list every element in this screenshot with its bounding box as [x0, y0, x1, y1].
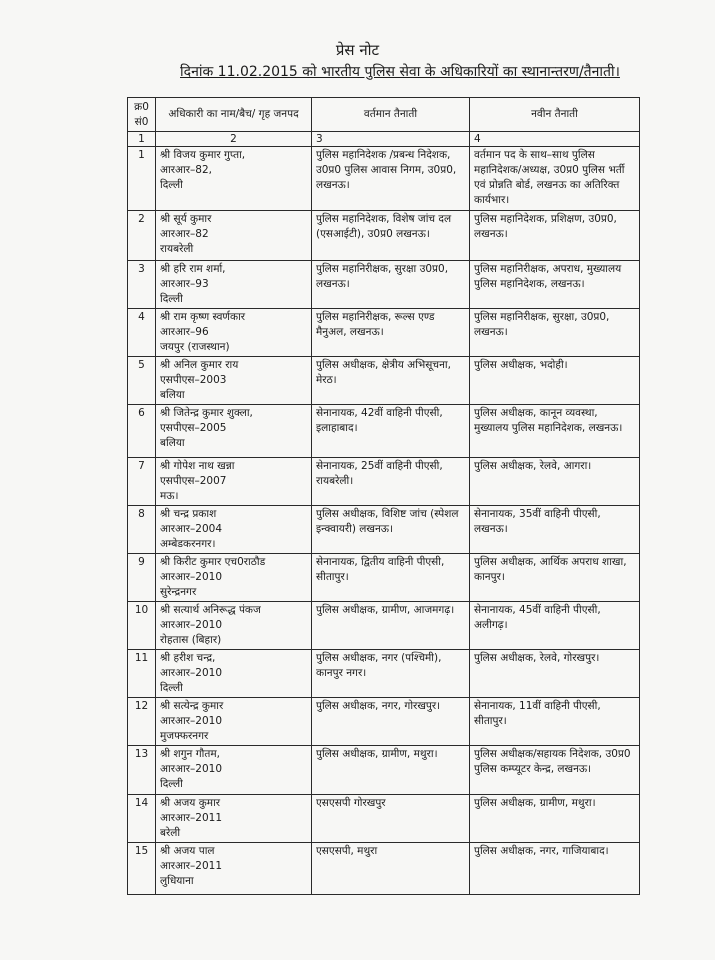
- new-posting: पुलिस महानिरीक्षक, सुरक्षा, उ0प्र0, लखनऊ।: [470, 309, 640, 357]
- officer-home-district: रायबरेली: [160, 243, 194, 255]
- officer-name: श्री सूर्य कुमार: [160, 213, 212, 225]
- serial-number: 6: [128, 405, 156, 458]
- officer-batch: आरआर–2010: [160, 619, 223, 631]
- officer-cell: [156, 650, 312, 698]
- officer-cell: [156, 458, 312, 506]
- officer-cell: [156, 211, 312, 261]
- column-number: 3: [312, 132, 470, 147]
- officer-home-district: लुधियाना: [160, 875, 194, 887]
- officer-name: श्री विजय कुमार गुप्ता,: [160, 149, 246, 161]
- current-posting: पुलिस महानिरीक्षक, सुरक्षा उ0प्र0, लखनऊ।: [312, 261, 470, 309]
- officer-name: श्री शगुन गौतम,: [160, 748, 220, 760]
- officer-cell: [156, 795, 312, 843]
- new-posting: पुलिस अधीक्षक, आर्थिक अपराध शाखा, कानपुर।: [470, 554, 640, 602]
- transfer-table: [127, 97, 640, 895]
- new-posting: सेनानायक, 35वीं वाहिनी पीएसी, लखनऊ।: [470, 506, 640, 554]
- current-posting: सेनानायक, 25वीं वाहिनी पीएसी, रायबरेली।: [312, 458, 470, 506]
- officer-batch: आरआर–2010: [160, 571, 223, 583]
- officer-cell: [156, 602, 312, 650]
- current-posting: पुलिस महानिदेशक, विशेष जांच दल (एसआईटी), उ0प्र0 लखनऊ।: [312, 211, 470, 261]
- table-row: [128, 795, 640, 843]
- officer-cell: [156, 261, 312, 309]
- current-posting: एसएसपी गोरखपुर: [312, 795, 470, 843]
- new-posting: पुलिस अधीक्षक, रेलवे, आगरा।: [470, 458, 640, 506]
- officer-name: श्री अनिल कुमार राय: [160, 359, 239, 371]
- table-row: [128, 746, 640, 795]
- officer-home-district: बरेली: [160, 827, 181, 839]
- officer-name: श्री हरि राम शर्मा,: [160, 263, 226, 275]
- table-header-row: [128, 98, 640, 132]
- officer-batch: आरआर–2011: [160, 812, 223, 824]
- new-posting: सेनानायक, 11वीं वाहिनी पीएसी, सीतापुर।: [470, 698, 640, 746]
- current-posting: पुलिस महानिरीक्षक, रूल्स एण्ड मैनुअल, लखनऊ।: [312, 309, 470, 357]
- new-posting: सेनानायक, 45वीं वाहिनी पीएसी, अलीगढ़।: [470, 602, 640, 650]
- serial-number: 4: [128, 309, 156, 357]
- officer-name: श्री जितेन्द्र कुमार शुक्ला,: [160, 407, 253, 419]
- new-posting: पुलिस अधीक्षक, रेलवे, गोरखपुर।: [470, 650, 640, 698]
- officer-cell: [156, 746, 312, 795]
- new-posting: पुलिस अधीक्षक, ग्रामीण, मथुरा।: [470, 795, 640, 843]
- officer-name: श्री सत्येन्द्र कुमार: [160, 700, 224, 712]
- table-row: [128, 261, 640, 309]
- table-row: [128, 554, 640, 602]
- officer-home-district: मुजफ्फरनगर: [160, 730, 209, 742]
- column-header-sn: क्र0 सं0: [128, 98, 156, 132]
- officer-batch: एसपीएस–2007: [160, 475, 227, 487]
- table-row: [128, 650, 640, 698]
- column-number: 2: [156, 132, 312, 147]
- current-posting: सेनानायक, 42वीं वाहिनी पीएसी, इलाहाबाद।: [312, 405, 470, 458]
- serial-number: 10: [128, 602, 156, 650]
- officer-cell: [156, 554, 312, 602]
- table-row: [128, 506, 640, 554]
- officer-home-district: अम्बेडकरनगर।: [160, 538, 216, 550]
- officer-cell: [156, 309, 312, 357]
- officer-name: श्री हरीश चन्द्र,: [160, 652, 216, 664]
- new-posting: पुलिस महानिरीक्षक, अपराध, मुख्यालय पुलिस महानिदेशक, लखनऊ।: [470, 261, 640, 309]
- new-posting: पुलिस अधीक्षक/सहायक निदेशक, उ0प्र0 पुलिस कम्प्यूटर केन्द्र, लखनऊ।: [470, 746, 640, 795]
- officer-batch: आरआर–2004: [160, 523, 223, 535]
- table-row: [128, 147, 640, 211]
- current-posting: एसएसपी, मथुरा: [312, 843, 470, 895]
- table-row: [128, 602, 640, 650]
- officer-batch: आरआर–2010: [160, 763, 223, 775]
- officer-home-district: दिल्ली: [160, 682, 183, 694]
- officer-home-district: दिल्ली: [160, 778, 183, 790]
- table-row: [128, 843, 640, 895]
- officer-cell: [156, 405, 312, 458]
- current-posting: पुलिस अधीक्षक, क्षेत्रीय अभिसूचना, मेरठ।: [312, 357, 470, 405]
- table-row: [128, 357, 640, 405]
- new-posting: वर्तमान पद के साथ–साथ पुलिस महानिदेशक/अध्यक्ष, उ0प्र0 पुलिस भर्ती एवं प्रोन्नति बोर्ड, लखनऊ का अतिरिक्त कार्यभार।: [470, 147, 640, 211]
- serial-number: 1: [128, 147, 156, 211]
- new-posting: पुलिस अधीक्षक, कानून व्यवस्था, मुख्यालय पुलिस महानिदेशक, लखनऊ।: [470, 405, 640, 458]
- officer-name: श्री गोपेश नाथ खन्ना: [160, 460, 235, 472]
- officer-batch: एसपीएस–2003: [160, 374, 227, 386]
- officer-batch: आरआर–82,: [160, 164, 212, 176]
- current-posting: पुलिस अधीक्षक, नगर (पश्चिमी), कानपुर नगर।: [312, 650, 470, 698]
- officer-home-district: सुरेन्द्रनगर: [160, 586, 197, 598]
- column-header-officer: अधिकारी का नाम/बैच/ गृह जनपद: [156, 98, 312, 132]
- column-number: 4: [470, 132, 640, 147]
- serial-number: 8: [128, 506, 156, 554]
- table-row: [128, 405, 640, 458]
- officer-cell: [156, 698, 312, 746]
- new-posting: पुलिस महानिदेशक, प्रशिक्षण, उ0प्र0, लखनऊ।: [470, 211, 640, 261]
- table-row: [128, 698, 640, 746]
- column-number: 1: [128, 132, 156, 147]
- current-posting: पुलिस महानिदेशक /प्रबन्ध निदेशक, उ0प्र0 पुलिस आवास निगम, उ0प्र0, लखनऊ।: [312, 147, 470, 211]
- officer-home-district: दिल्ली: [160, 293, 183, 305]
- officer-home-district: बलिया: [160, 437, 185, 449]
- table-row: [128, 458, 640, 506]
- table-row: [128, 211, 640, 261]
- serial-number: 12: [128, 698, 156, 746]
- officer-batch: आरआर–96: [160, 326, 209, 338]
- officer-cell: [156, 843, 312, 895]
- officer-batch: आरआर–82: [160, 228, 209, 240]
- officer-home-district: मऊ।: [160, 490, 179, 502]
- serial-number: 15: [128, 843, 156, 895]
- current-posting: पुलिस अधीक्षक, नगर, गोरखपुर।: [312, 698, 470, 746]
- officer-batch: आरआर–2010: [160, 667, 223, 679]
- serial-number: 9: [128, 554, 156, 602]
- new-posting: पुलिस अधीक्षक, भदोही।: [470, 357, 640, 405]
- officer-batch: आरआर–2010: [160, 715, 223, 727]
- officer-name: श्री किरीट कुमार एच0राठौड: [160, 556, 266, 568]
- officer-home-district: दिल्ली: [160, 179, 183, 191]
- serial-number: 5: [128, 357, 156, 405]
- officer-name: श्री सत्यार्थ अनिरूद्ध पंकज: [160, 604, 261, 616]
- column-header-current-posting: वर्तमान तैनाती: [312, 98, 470, 132]
- serial-number: 11: [128, 650, 156, 698]
- page-subtitle: दिनांक 11.02.2015 को भारतीय पुलिस सेवा के अधिकारियों का स्थानान्तरण/तैनाती।: [180, 64, 620, 80]
- officer-cell: [156, 506, 312, 554]
- new-posting: पुलिस अधीक्षक, नगर, गाजियाबाद।: [470, 843, 640, 895]
- officer-cell: [156, 357, 312, 405]
- officer-name: श्री चन्द्र प्रकाश: [160, 508, 217, 520]
- serial-number: 3: [128, 261, 156, 309]
- serial-number: 2: [128, 211, 156, 261]
- officer-name: श्री राम कृष्ण स्वर्णकार: [160, 311, 246, 323]
- officer-cell: [156, 147, 312, 211]
- officer-batch: एसपीएस–2005: [160, 422, 227, 434]
- current-posting: पुलिस अधीक्षक, ग्रामीण, आजमगढ़।: [312, 602, 470, 650]
- current-posting: सेनानायक, द्वितीय वाहिनी पीएसी, सीतापुर।: [312, 554, 470, 602]
- page-title: प्रेस नोट: [335, 41, 380, 59]
- serial-number: 7: [128, 458, 156, 506]
- officer-name: श्री अजय कुमार: [160, 797, 221, 809]
- officer-home-district: बलिया: [160, 389, 185, 401]
- current-posting: पुलिस अधीक्षक, विशिष्ट जांच (स्पेशल इन्क्वायरी) लखनऊ।: [312, 506, 470, 554]
- table-row: [128, 309, 640, 357]
- officer-home-district: रोहतास (बिहार): [160, 634, 222, 646]
- column-number-row: [128, 132, 640, 147]
- serial-number: 14: [128, 795, 156, 843]
- officer-home-district: जयपुर (राजस्थान): [160, 341, 230, 353]
- officer-name: श्री अजय पाल: [160, 845, 215, 857]
- serial-number: 13: [128, 746, 156, 795]
- officer-batch: आरआर–2011: [160, 860, 223, 872]
- current-posting: पुलिस अधीक्षक, ग्रामीण, मथुरा।: [312, 746, 470, 795]
- officer-batch: आरआर–93: [160, 278, 209, 290]
- column-header-new-posting: नवीन तैनाती: [470, 98, 640, 132]
